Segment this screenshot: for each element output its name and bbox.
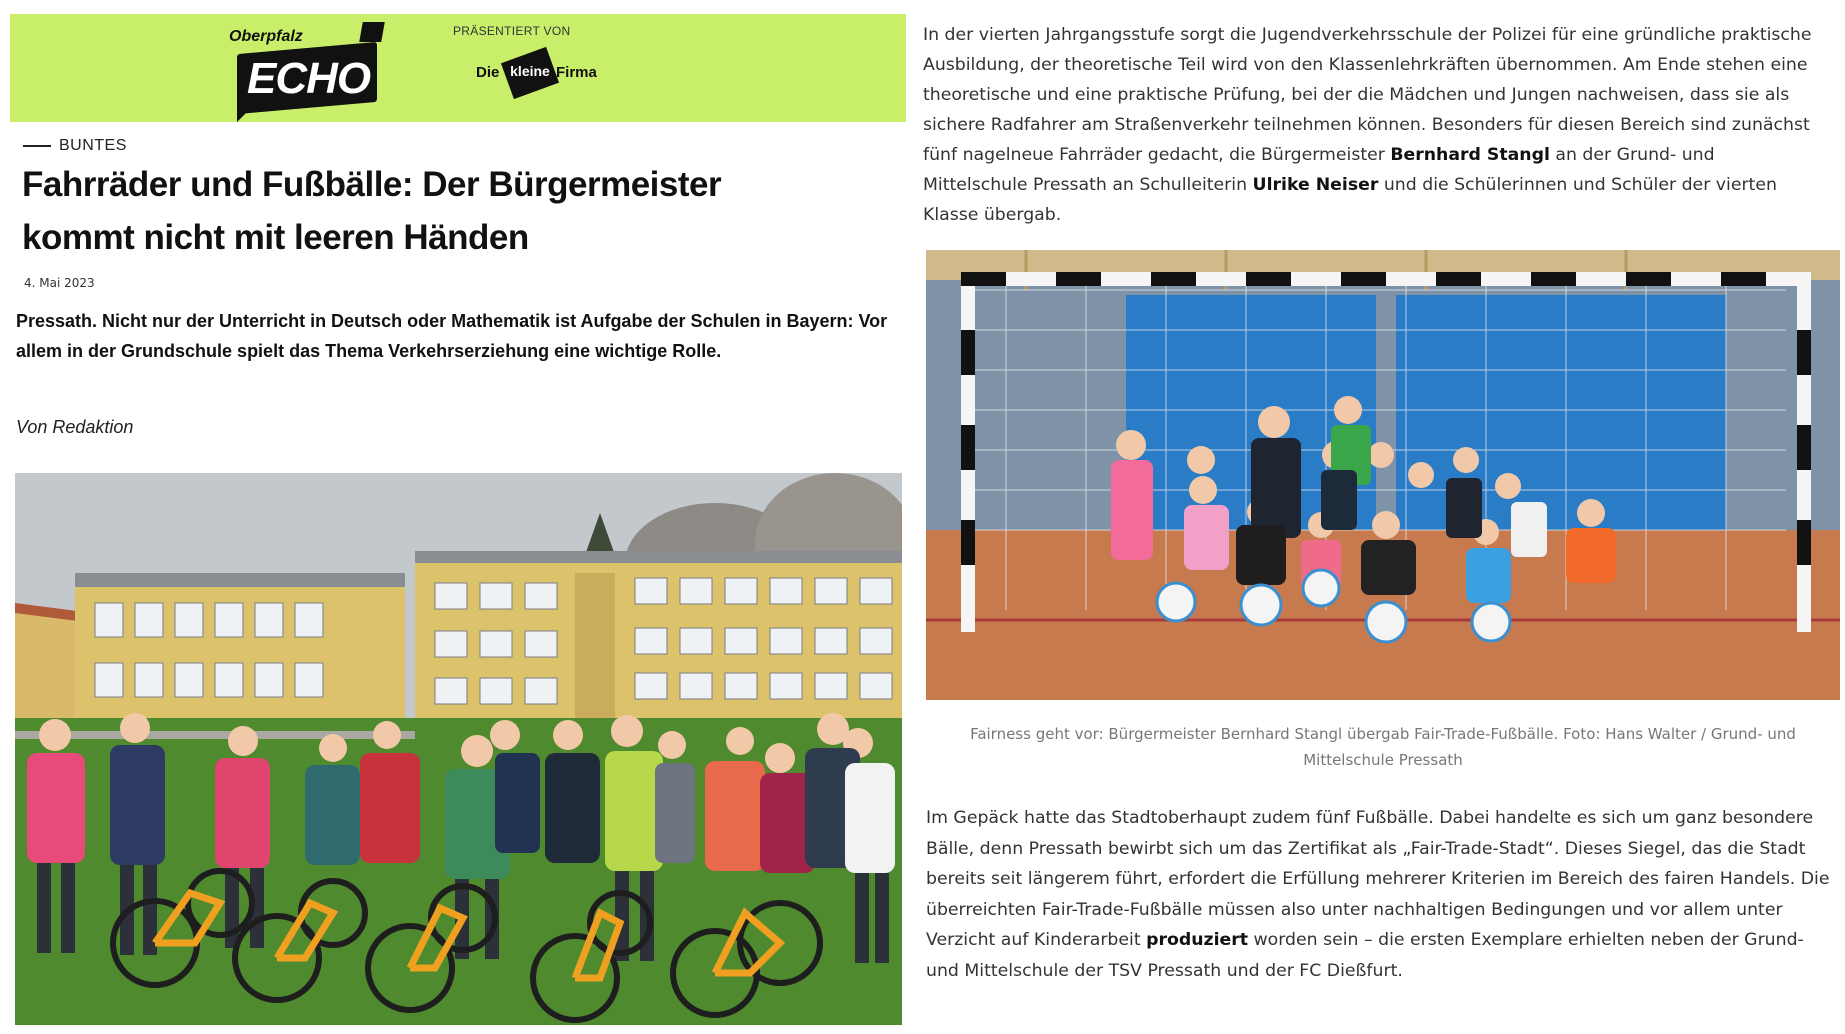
article-title-line1: Fahrräder und Fußbälle: Der Bürgermeister xyxy=(22,165,722,204)
category-link[interactable] xyxy=(23,137,127,155)
logo-speech-tail xyxy=(237,104,255,122)
footpath xyxy=(15,731,415,739)
sponsor-logo[interactable] xyxy=(476,50,616,94)
logo-region-text: Oberpfalz xyxy=(229,28,303,45)
para1-name-mayor: Bernhard Stangl xyxy=(1390,145,1550,165)
para2-text-c: worden sein – die ersten Exemplare erhielten neben der Grund- und Mittelschule der TSV Pressath und der FC Dießfurt. xyxy=(926,930,1804,981)
logo-echo-text: ECHO xyxy=(247,54,371,103)
article-title xyxy=(22,158,902,264)
bicycles-photo-illustration xyxy=(15,473,902,1025)
football-photo-illustration xyxy=(926,250,1840,700)
article-author: Von Redaktion xyxy=(16,417,134,437)
header-banner xyxy=(10,14,906,122)
sponsor-die-text: Die xyxy=(476,64,500,81)
blue-mat-right xyxy=(1396,295,1726,535)
photo-caption: Fairness geht vor: Bürgermeister Bernhard Stangl übergab Fair-Trade-Fußbälle. Foto: Hans Walter / Grund- und Mittelschule Pressath xyxy=(970,725,1796,769)
category-label: BUNTES xyxy=(59,137,127,154)
para2-bold-produziert: produziert xyxy=(1146,930,1249,950)
article-paragraph-2 xyxy=(926,803,1838,986)
para1-name-principal: Ulrike Neiser xyxy=(1252,175,1379,195)
logo-flag-shape xyxy=(359,22,385,42)
article-lead: Pressath. Nicht nur der Unterricht in Deutsch oder Mathematik ist Aufgabe der Schulen in Bayern: Vor allem in der Grundschule spielt das Thema Verkehrserziehung eine wichtige Rolle. xyxy=(16,311,888,361)
article-paragraph-1 xyxy=(923,20,1823,230)
para1-text-a: In der vierten Jahrgangsstufe sorgt die Jugendverkehrsschule der Polizei für eine gründliche praktische Ausbildung, der theoretische Teil wird von den Klassenlehrkräften übernommen. Am Ende stehen eine theoretische und eine praktische Prüfung, bei der die Mädchen und Jungen nachweisen, dass sie als sichere Radfahrer am Straßenverkehr teilnehmen können. Besonders für diesen Bereich sind zunächst fünf nagelneue Fahrräder gedacht, die Bürgermeister xyxy=(923,25,1812,165)
football-photo xyxy=(926,250,1840,700)
bicycles-photo xyxy=(15,473,902,1025)
category-dash xyxy=(23,145,51,147)
article-date: 4. Mai 2023 xyxy=(24,276,95,290)
sponsor-kleine-text: kleine xyxy=(510,63,550,79)
para1-text-e: und die Schülerinnen und Schüler der vierten Klasse übergab. xyxy=(923,175,1777,225)
school-building xyxy=(15,551,902,733)
para2-text-a: Im Gepäck hatte das Stadtoberhaupt zudem fünf Fußbälle. Dabei handelte es sich um ganz besondere Bälle, denn Pressath bewirbt sich um das Zertifikat als „Fair-Trade-Stadt“. Dieses Siegel, das die Stadt bereits seit längerem führt, erfordert die Erfüllung mehrerer Kriterien im Bereich des fairen Handels. Die überreichten Fair-Trade-Fußbälle müssen also unter nachhaltigen Bedingungen und vor allem unter Verzicht auf Kinderarbeit xyxy=(926,808,1830,950)
para1-text-c: an der Grund- und Mittelschule Pressath an Schulleiterin xyxy=(923,145,1715,195)
article-title-line2: kommt nicht mit leeren Händen xyxy=(22,218,529,257)
oberpfalz-echo-logo[interactable] xyxy=(221,20,391,124)
sponsor-firma-text: Firma xyxy=(556,64,597,81)
presented-by-label: PRÄSENTIERT VON xyxy=(453,24,571,38)
